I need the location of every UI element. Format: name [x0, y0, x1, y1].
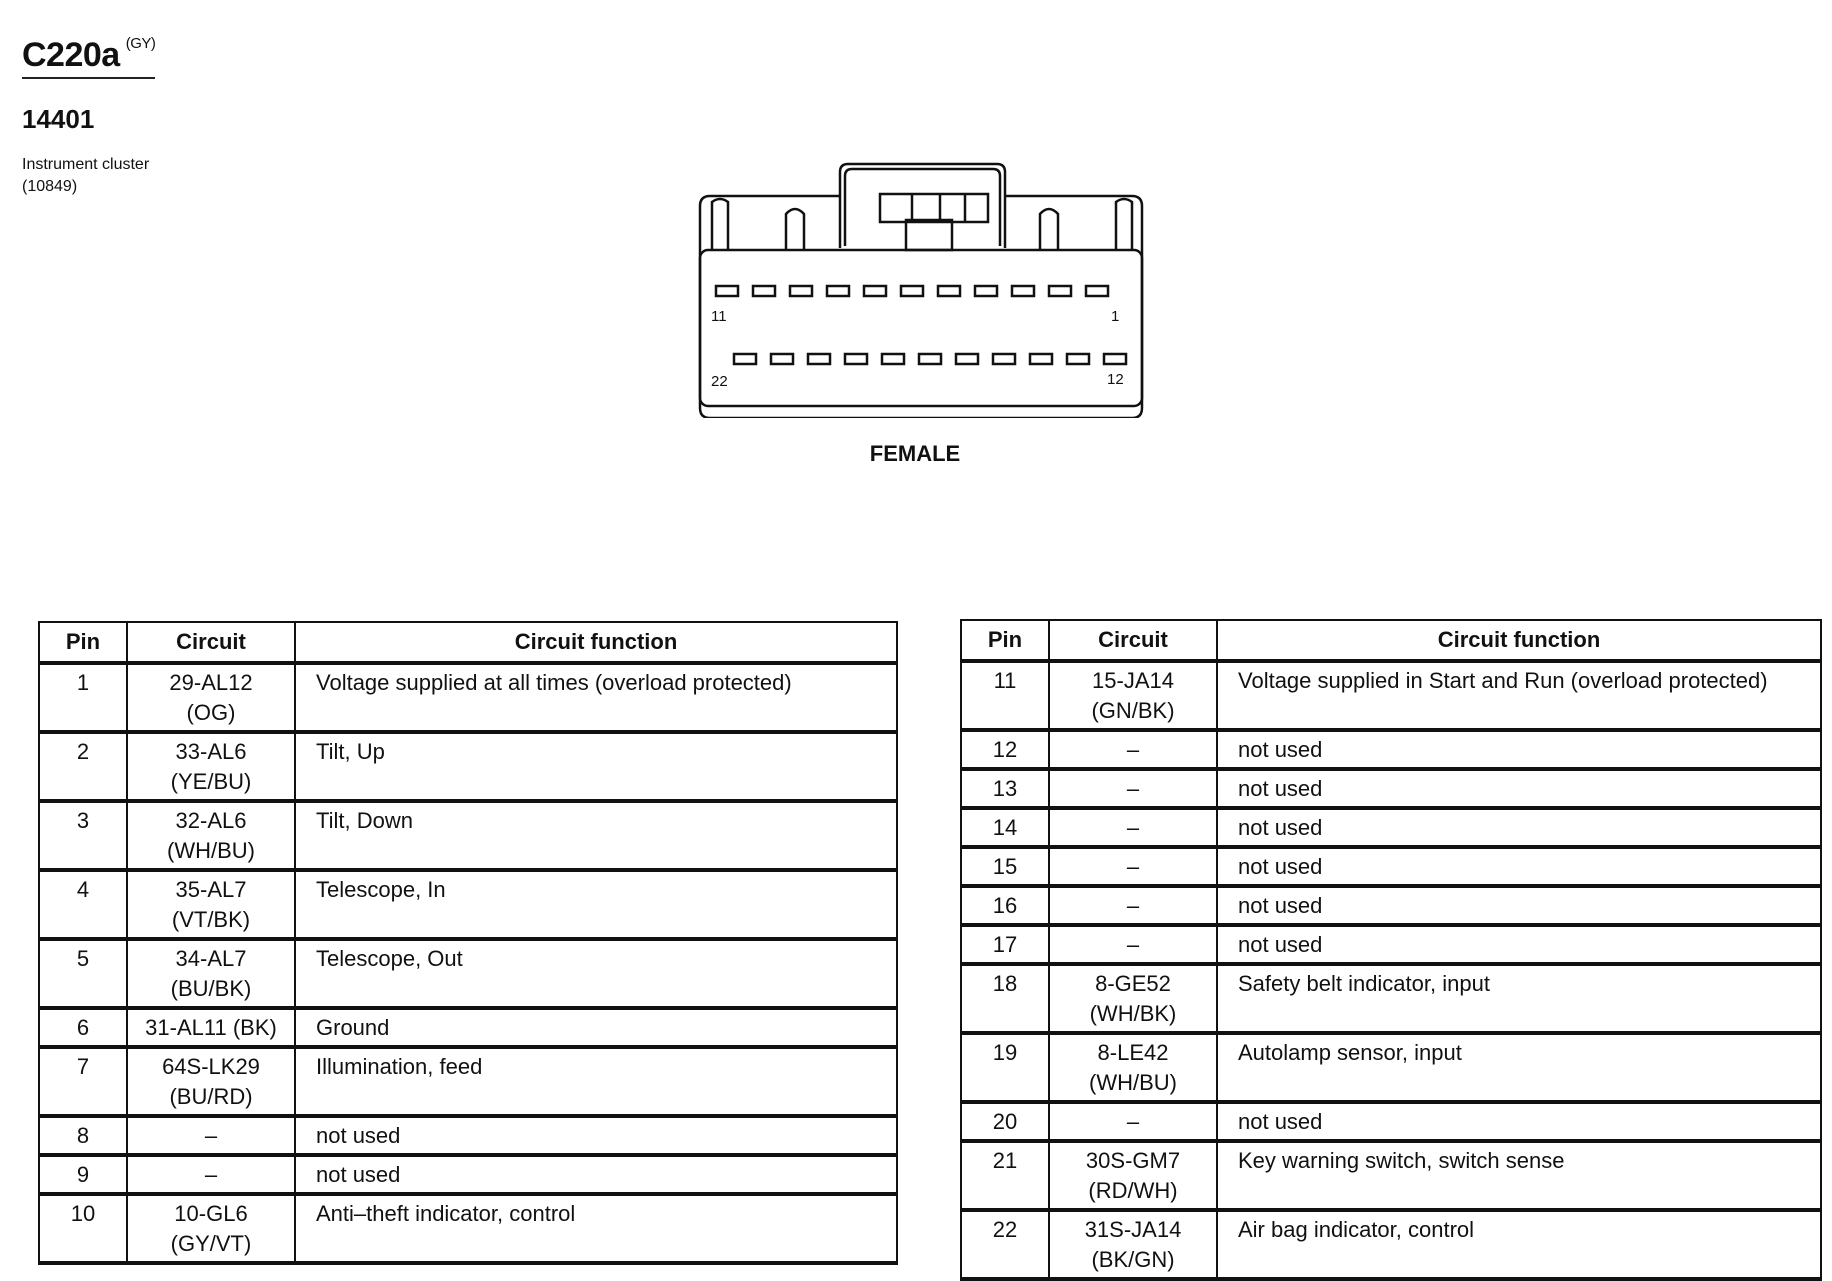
pin-cell: 9 — [39, 1155, 127, 1194]
pin-number-1: 1 — [1111, 308, 1120, 325]
connector-id-heading — [22, 36, 155, 79]
connector-id: C220a — [22, 36, 120, 74]
column-header-function: Circuit function — [295, 622, 897, 663]
circuit-cell — [127, 1155, 295, 1194]
circuit-cell — [127, 732, 295, 801]
circuit-code: – — [204, 1162, 218, 1187]
column-header-pin: Pin — [961, 620, 1049, 661]
component-code: (10849) — [22, 178, 78, 195]
pin-cell: 22 — [961, 1210, 1049, 1279]
table-header-row — [961, 620, 1821, 661]
circuit-cell — [1049, 769, 1217, 808]
wire-color: (GY/VT) — [170, 1231, 252, 1256]
pin-number-11: 11 — [711, 308, 727, 325]
lower-pin-row — [734, 354, 1126, 364]
pin-cell: 17 — [961, 925, 1049, 964]
pin-number-22: 22 — [711, 373, 728, 390]
circuit-cell — [1049, 661, 1217, 730]
function-cell: not used — [1217, 1102, 1821, 1141]
circuit-code: – — [1126, 737, 1140, 762]
function-cell: Autolamp sensor, input — [1217, 1033, 1821, 1102]
table-row — [39, 1194, 897, 1263]
column-header-pin: Pin — [39, 622, 127, 663]
column-header-circuit: Circuit — [127, 622, 295, 663]
table-row — [39, 1047, 897, 1116]
wire-color: (VT/BK) — [171, 907, 251, 932]
circuit-cell — [1049, 925, 1217, 964]
circuit-code: 33-AL6 — [175, 739, 247, 764]
circuit-code: 8-LE42 — [1097, 1040, 1169, 1065]
function-cell: Tilt, Up — [295, 732, 897, 801]
function-cell: not used — [295, 1116, 897, 1155]
pin-number-12: 12 — [1107, 371, 1124, 388]
connector-face-diagram — [680, 158, 1150, 418]
circuit-cell — [1049, 1102, 1217, 1141]
table-row — [39, 1155, 897, 1194]
circuit-code: 15-JA14 — [1092, 668, 1174, 693]
function-cell: Tilt, Down — [295, 801, 897, 870]
circuit-cell — [127, 663, 295, 732]
table-row — [961, 1210, 1821, 1279]
table-row — [961, 1102, 1821, 1141]
table-row — [961, 769, 1821, 808]
circuit-code: 32-AL6 — [175, 808, 247, 833]
circuit-code: – — [1126, 932, 1140, 957]
connector-body — [700, 196, 1142, 418]
function-cell: not used — [1217, 886, 1821, 925]
circuit-cell — [1049, 1210, 1217, 1279]
wire-color: (WH/BU) — [1089, 1070, 1177, 1095]
wire-color: (BU/RD) — [169, 1084, 253, 1109]
circuit-code: 35-AL7 — [175, 877, 247, 902]
circuit-cell — [1049, 1141, 1217, 1210]
table-row — [39, 1116, 897, 1155]
column-header-function: Circuit function — [1217, 620, 1821, 661]
circuit-code: – — [1126, 1109, 1140, 1134]
function-cell: Key warning switch, switch sense — [1217, 1141, 1821, 1210]
table-row — [961, 808, 1821, 847]
pin-cell: 19 — [961, 1033, 1049, 1102]
circuit-code: 31-AL11 (BK) — [145, 1015, 277, 1040]
wire-color: (RD/WH) — [1088, 1178, 1178, 1203]
table-row — [39, 732, 897, 801]
function-cell: Illumination, feed — [295, 1047, 897, 1116]
circuit-cell — [1049, 1033, 1217, 1102]
circuit-code: – — [1126, 854, 1140, 879]
function-cell: Telescope, In — [295, 870, 897, 939]
table-row — [39, 801, 897, 870]
table-row — [961, 964, 1821, 1033]
circuit-cell — [1049, 847, 1217, 886]
wire-color: (OG) — [186, 700, 236, 725]
table-row — [39, 663, 897, 732]
circuit-code: 30S-GM7 — [1085, 1148, 1181, 1173]
circuit-code: 29-AL12 — [169, 670, 253, 695]
wire-color: (WH/BU) — [167, 838, 255, 863]
table-row — [961, 925, 1821, 964]
function-cell: not used — [1217, 730, 1821, 769]
circuit-code: – — [1126, 815, 1140, 840]
connector-gender-label: FEMALE — [869, 441, 961, 466]
pin-cell: 2 — [39, 732, 127, 801]
table-row — [961, 886, 1821, 925]
function-cell: not used — [1217, 925, 1821, 964]
circuit-cell — [127, 939, 295, 1008]
connector-face — [700, 250, 1142, 406]
component-description — [22, 154, 149, 198]
function-cell: not used — [1217, 847, 1821, 886]
function-cell: Telescope, Out — [295, 939, 897, 1008]
circuit-code: – — [204, 1123, 218, 1148]
pin-cell: 6 — [39, 1008, 127, 1047]
pin-cell: 18 — [961, 964, 1049, 1033]
circuit-cell — [127, 1116, 295, 1155]
wire-color: (YE/BU) — [170, 769, 252, 794]
component-name: Instrument cluster — [22, 156, 150, 173]
function-cell: Air bag indicator, control — [1217, 1210, 1821, 1279]
circuit-cell — [127, 870, 295, 939]
function-cell: Safety belt indicator, input — [1217, 964, 1821, 1033]
function-cell: Ground — [295, 1008, 897, 1047]
pin-cell: 8 — [39, 1116, 127, 1155]
circuit-code: 8-GE52 — [1095, 971, 1171, 996]
table-row — [39, 870, 897, 939]
wire-color: (BK/GN) — [1091, 1247, 1175, 1272]
function-cell: not used — [1217, 769, 1821, 808]
function-cell: Voltage supplied in Start and Run (overload protected) — [1217, 661, 1821, 730]
table-row — [961, 1141, 1821, 1210]
wire-color: (GN/BK) — [1091, 698, 1175, 723]
circuit-cell — [127, 1194, 295, 1263]
pin-cell: 4 — [39, 870, 127, 939]
circuit-cell — [127, 801, 295, 870]
pin-cell: 13 — [961, 769, 1049, 808]
function-cell: Anti–theft indicator, control — [295, 1194, 897, 1263]
function-cell: not used — [1217, 808, 1821, 847]
column-header-circuit: Circuit — [1049, 620, 1217, 661]
pin-cell: 7 — [39, 1047, 127, 1116]
pin-cell: 11 — [961, 661, 1049, 730]
circuit-code: – — [1126, 776, 1140, 801]
table-row — [39, 939, 897, 1008]
pin-cell: 12 — [961, 730, 1049, 769]
table-header-row — [39, 622, 897, 663]
circuit-code: 64S-LK29 — [162, 1054, 260, 1079]
circuit-code: 10-GL6 — [174, 1201, 248, 1226]
table-row — [961, 1033, 1821, 1102]
table-row — [961, 847, 1821, 886]
pin-cell: 10 — [39, 1194, 127, 1263]
upper-pin-row — [716, 286, 1108, 296]
pin-cell: 5 — [39, 939, 127, 1008]
circuit-cell — [1049, 886, 1217, 925]
circuit-cell — [127, 1047, 295, 1116]
circuit-code: 34-AL7 — [175, 946, 247, 971]
part-number: 14401 — [22, 104, 95, 134]
pin-cell: 14 — [961, 808, 1049, 847]
pin-cell: 21 — [961, 1141, 1049, 1210]
circuit-code: – — [1126, 893, 1140, 918]
connector-latch — [840, 164, 1005, 248]
table-row — [39, 1008, 897, 1047]
pinout-table-left — [38, 621, 898, 1265]
circuit-code: 31S-JA14 — [1084, 1217, 1182, 1242]
table-row — [961, 661, 1821, 730]
circuit-cell — [127, 1008, 295, 1047]
connector-color-code: (GY) — [125, 35, 156, 52]
pin-cell: 16 — [961, 886, 1049, 925]
circuit-cell — [1049, 964, 1217, 1033]
pin-cell: 20 — [961, 1102, 1049, 1141]
pin-cell: 3 — [39, 801, 127, 870]
function-cell: Voltage supplied at all times (overload protected) — [295, 663, 897, 732]
pin-cell: 15 — [961, 847, 1049, 886]
circuit-cell — [1049, 808, 1217, 847]
table-row — [961, 730, 1821, 769]
function-cell: not used — [295, 1155, 897, 1194]
wire-color: (BU/BK) — [170, 976, 252, 1001]
pinout-table-right — [960, 619, 1822, 1281]
wire-color: (WH/BK) — [1089, 1001, 1177, 1026]
circuit-cell — [1049, 730, 1217, 769]
pin-cell: 1 — [39, 663, 127, 732]
